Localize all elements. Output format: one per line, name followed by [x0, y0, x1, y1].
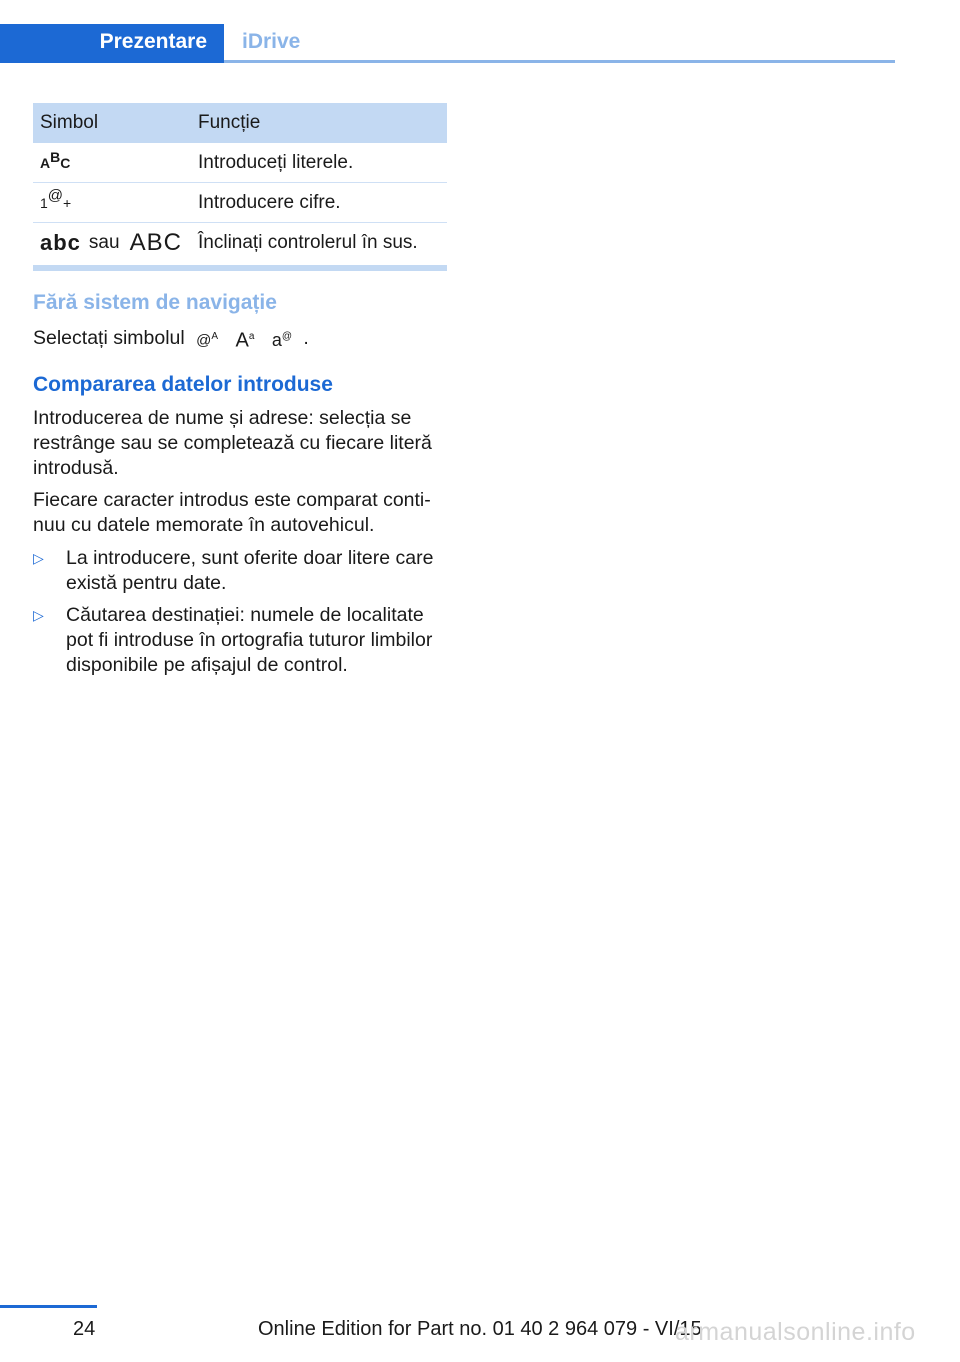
- table-row: [33, 223, 447, 263]
- table-cell-function: Introduceți literele.: [198, 151, 354, 173]
- a-at-icon: a@: [271, 330, 292, 351]
- triangle-bullet-icon: ▷: [33, 550, 44, 566]
- col-function-header: Funcție: [198, 112, 261, 133]
- letters-icon: [33, 148, 198, 174]
- heading-no-navigation: Fără sistem de navigație: [33, 291, 277, 314]
- tab-idrive-label: iDrive: [242, 30, 301, 53]
- tab-idrive[interactable]: [224, 24, 300, 60]
- digits-symbol-icon: 1 @ +: [40, 186, 72, 211]
- triangle-bullet-icon: ▷: [33, 607, 44, 623]
- tab-prezentare[interactable]: [0, 24, 224, 60]
- heading-compare-data: Compararea datelor introduse: [33, 373, 333, 396]
- table-row: [33, 183, 447, 223]
- numbers-icon: [33, 186, 198, 214]
- edition-text: Online Edition for Part no. 01 40 2 964 079 - VI/15: [258, 1318, 702, 1340]
- col-symbol-header: Simbol: [40, 112, 99, 133]
- select-symbol-prefix: Selectați simbolul: [33, 326, 185, 349]
- a-upper-lower-icon: $A^a$: [235, 329, 255, 352]
- select-symbol-suffix: .: [303, 326, 309, 349]
- or-label: sau: [88, 232, 120, 253]
- symbol-table: [33, 103, 447, 271]
- uppercase-icon: ABC: [129, 229, 182, 256]
- page-number: 24: [73, 1318, 96, 1340]
- header-tabs: [0, 24, 895, 62]
- paragraph-compare: Fiecare caracter introdus este comparat conti‐nuu cu datele memorate în autovehicul.: [33, 489, 431, 536]
- table-cell-function: Înclinați controlerul în sus.: [198, 232, 418, 253]
- lowercase-icon: abc: [40, 230, 81, 255]
- bullet-text: La introducere, sunt oferite doar litere care există pentru date.: [66, 547, 434, 594]
- table-header: [33, 103, 447, 143]
- case-toggle-cell: [33, 229, 198, 257]
- table-row: [33, 143, 447, 183]
- select-symbol-text: [33, 324, 453, 354]
- at-a-icon: @$^A$: [196, 331, 219, 350]
- tab-prezentare-label: Prezentare: [99, 30, 207, 53]
- paragraph-names-addresses: Introducerea de nume și adrese: selecția se restrânge sau se completează cu fiecare literă introdusă.: [33, 407, 432, 479]
- table-cell-function: Introducere cifre.: [198, 191, 341, 213]
- table-bottom-bar: [33, 265, 447, 271]
- footer-divider: [0, 1305, 97, 1308]
- header-divider-active: [0, 60, 224, 63]
- bullet-text: Căutarea destinației: numele de localitate pot fi introduse în ortografia tuturor limbilor disponibile pe afișajul de control.: [66, 604, 433, 676]
- abc-stacked-icon: A B C: [40, 148, 71, 171]
- watermark: armanualsonline.info: [675, 1318, 916, 1346]
